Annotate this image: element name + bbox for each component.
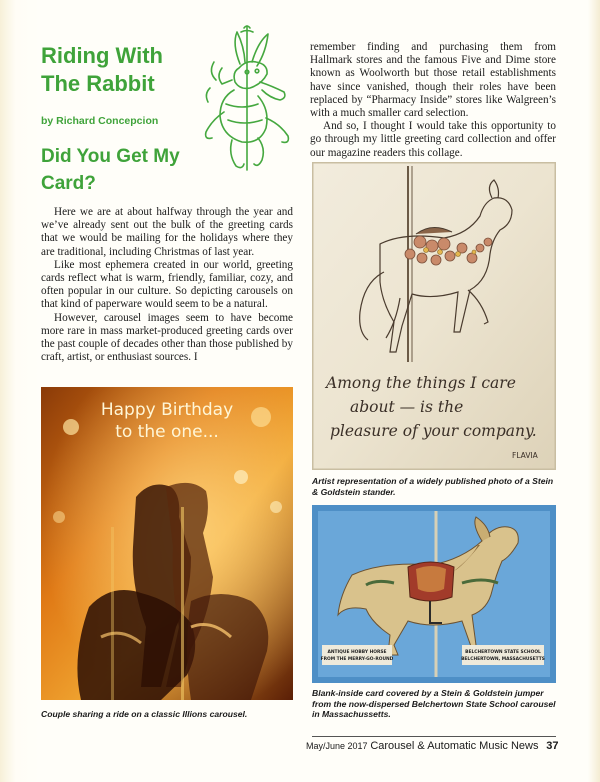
- page-footer: [306, 740, 557, 752]
- card-greeting-line2: to the one...: [115, 422, 219, 442]
- body-paragraph: Like most ephemera created in our world, greeting cards reflect what is warm, friendly, familiar, cozy, and often popular in our culture. So depicting carousels on that kind of paperware would seem to be a natural.: [41, 258, 293, 311]
- column-title: Riding With The Rabbit: [41, 43, 163, 96]
- footer-rule: [312, 736, 556, 737]
- birthday-card-photo: [41, 387, 293, 700]
- sketch-handwriting-line1: Among the things I care: [326, 374, 516, 392]
- page-number: 37: [546, 740, 559, 752]
- body-paragraph: Here we are at about halfway through the year and we’ve already sent out the bulk of the greeting cards that we would be mailing for the holidays where they are traditional, including Christmas of last year.: [41, 206, 293, 258]
- sketch-handwriting-line2: about — is the: [350, 398, 464, 416]
- body-paragraph: And so, I thought I would take this opportunity to go through my little greeting card collection and offer our magazine readers this collage.: [310, 120, 556, 159]
- body-column-left: [41, 206, 293, 364]
- horse-label-right-line1: BELCHERTOWN STATE SCHOOL: [465, 650, 541, 655]
- footer-magazine-name: Carousel & Automatic Music News: [370, 740, 539, 752]
- body-paragraph: remember finding and purchasing them from Hallmark stores and the famous Five and Dime store known as Woolworth but those retail establishments have since vanished, though their roles have been replaced by “Pharmacy Inside” stores like Walgreen’s with a much smaller card selection.: [310, 41, 556, 120]
- horse-card-photo: [312, 505, 556, 683]
- sketch-card-photo: [312, 162, 556, 470]
- horse-label-left-line2: FROM THE MERRY-GO-ROUND: [320, 657, 394, 662]
- footer-date: May/June 2017: [306, 741, 368, 751]
- carousel-rabbit-logo-icon: [192, 24, 298, 172]
- article-subtitle: Did You Get My Card?: [41, 146, 180, 194]
- horse-label-left-line1: ANTIQUE HOBBY HORSE: [327, 650, 387, 655]
- byline: by Richard Concepcion: [41, 115, 159, 127]
- photo-caption: Blank-inside card covered by a Stein & Goldstein jumper from the now-dispersed Belchertown State School carousel in Massachussetts.: [312, 688, 556, 720]
- sketch-signature: FLAVIA: [512, 451, 538, 460]
- body-column-right: [310, 41, 556, 160]
- horse-label-right-line2: BELCHERTOWN, MASSACHUSETTS: [461, 657, 545, 662]
- body-paragraph: However, carousel images seem to have become more rare in mass market-produced greeting cards over the past couple of decades other than those published by craft, artist, or enthusiast sources. I: [41, 311, 293, 364]
- card-greeting-line1: Happy Birthday: [100, 400, 234, 420]
- sketch-handwriting-line3: pleasure of your company.: [330, 422, 537, 440]
- photo-caption: Artist representation of a widely published photo of a Stein & Goldstein stander.: [312, 476, 554, 497]
- photo-caption: Couple sharing a ride on a classic Illions carousel.: [41, 709, 248, 719]
